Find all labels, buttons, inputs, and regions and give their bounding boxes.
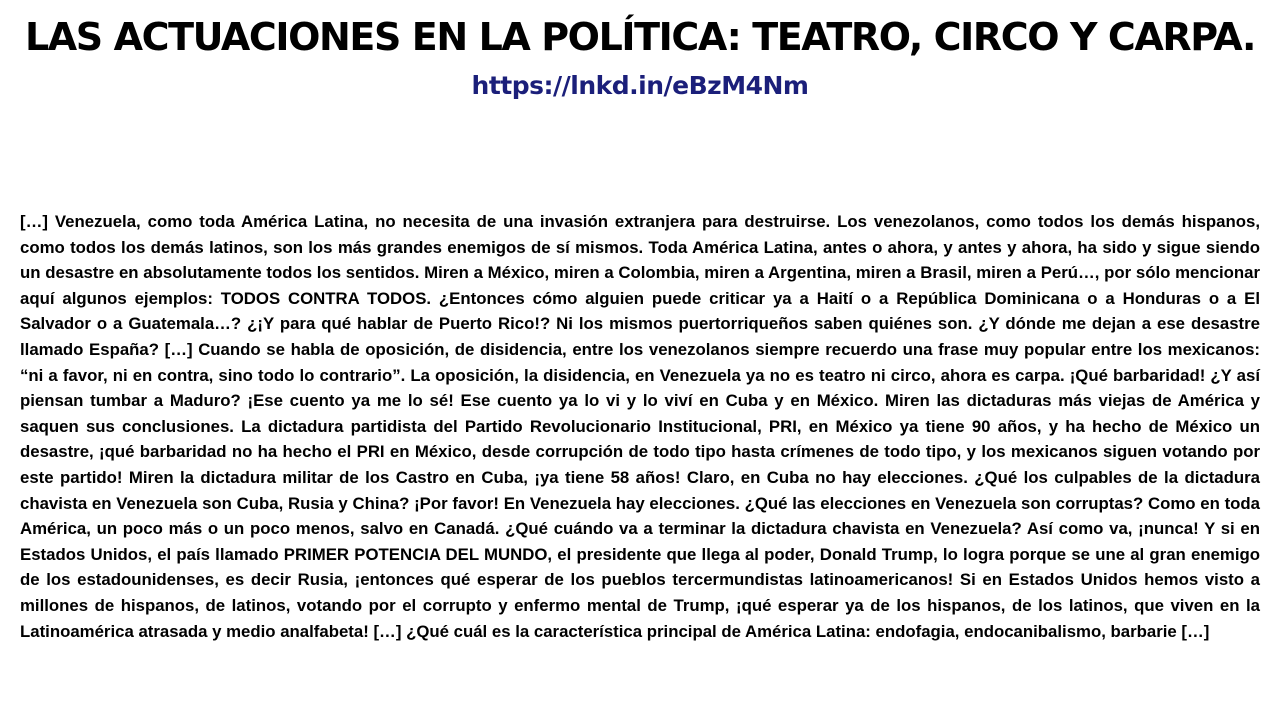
slide-title: LAS ACTUACIONES EN LA POLÍTICA: TEATRO, CIRCO Y CARPA. xyxy=(24,15,1256,59)
body-paragraph: […] Venezuela, como toda América Latina, no necesita de una invasión extranjera para destruirse. Los venezolanos, como todos los demás hispanos, como todos los demás latinos, son los más grandes enemigos de sí mismos. Toda América Latina, antes o ahora, y antes y ahora, ha sido y sigue siendo un desastre en absolutamente todos los sentidos. Miren a México, miren a Colombia, miren a Argentina, miren a Brasil, miren a Perú…, por sólo mencionar aquí algunos ejemplos: TODOS CONTRA TODOS. ¿Entonces cómo alguien puede criticar ya a Haití o a República Dominicana o a Honduras o a El Salvador o a Guatemala…? ¿¡Y para qué hablar de Puerto Rico!? Ni los mismos puertorriqueños saben quiénes son. ¿Y dónde me dejan a ese desastre llamado España? […] Cuando se habla de oposición, de disidencia, entre los venezolanos siempre recuerdo una frase muy popular entre los mexicanos: “ni a favor, ni en contra, sino todo lo contrario”. La oposición, la disidencia, en Venezuela ya no es teatro ni circo, ahora es carpa. ¡Qué barbaridad! ¿Y así piensan tumbar a Maduro? ¡Ese cuento ya me lo sé! Ese cuento ya lo vi y lo viví en Cuba y en México. Miren las dictaduras más viejas de América y saquen sus conclusiones. La dictadura partidista del Partido Revolucionario Institucional, PRI, en México ya tiene 90 años, y ha hecho de México un desastre, ¡qué barbaridad no ha hecho el PRI en México, desde corrupción de todo tipo hasta crímenes de todo tipo, y los mexicanos siguen votando por este partido! Miren la dictadura militar de los Castro en Cuba, ¡ya tiene 58 años! Claro, en Cuba no hay elecciones. ¿Qué los culpables de la dictadura chavista en Venezuela son Cuba, Rusia y China? ¡Por favor! En Venezuela hay elecciones. ¿Qué las elecciones en Venezuela son corruptas? Como en toda América, un poco más o un poco menos, salvo en Canadá. ¿Qué cuándo va a terminar la dictadura chavista en Venezuela? Así como va, ¡nunca! Y si en Estados Unidos, el país llamado PRIMER POTENCIA DEL MUNDO, el presidente que llega al poder, Donald Trump, lo logra porque se une al gran enemigo de los estadounidenses, es decir Rusia, ¡entonces qué esperar de los pueblos tercermundistas latinoamericanos! Si en Estados Unidos hemos visto a millones de hispanos, de latinos, votando por el corrupto y enfermo mental de Trump, ¡qué esperar ya de los hispanos, de los latinos, que viven en la Latinoamérica atrasada y medio analfabeta! […] ¿Qué cuál es la característica principal de América Latina: endofagia, endocanibalismo, barbarie […] xyxy=(20,212,1260,641)
source-link[interactable]: https://lnkd.in/eBzM4Nm xyxy=(471,71,809,100)
